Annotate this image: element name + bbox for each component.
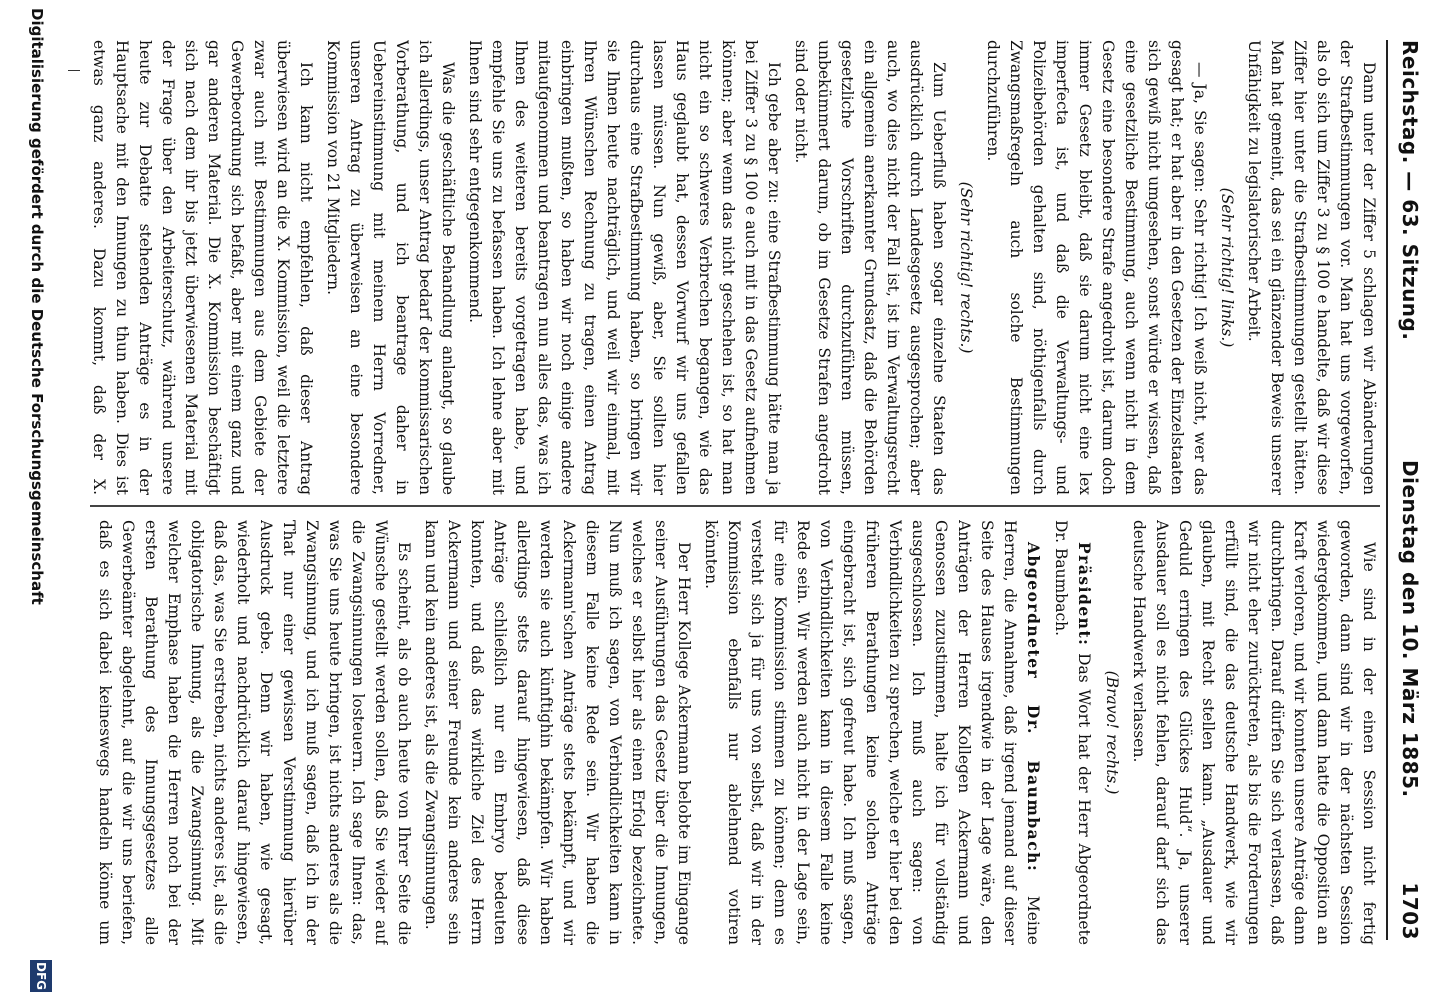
interjection	[1100, 520, 1123, 945]
paragraph-text: (Sehr richtig! rechts.)	[957, 181, 975, 354]
digitization-note: Digitalisierung gefördert durch die Deutsche Forschungsgemeinschaft	[28, 8, 46, 605]
page-header	[1392, 40, 1422, 940]
paragraph	[789, 40, 950, 495]
paragraph-text: — Ja, Sie sagen: Sehr richtig! Ich weiß nicht, wer das gesagt hat; er hat aber in den Gesetzen der Einzelstaaten sich gewiß nicht umgesehen, sonst würde er wissen, daß eine gesetzliche Bestimmung, auch wenn nicht in dem Gesetz eine besondere Strafe angedroht ist, darum doch immer Gesetz bleibt, daß sie darum nicht eine lex imperfecta ist, und daß die Verwaltungs- und Polizeibehörden gehalten sind, nöthigenfalls durch Zwangsmaßregeln auch solche Bestimmungen durchzuführen.	[984, 40, 1209, 495]
header-rule	[1386, 40, 1388, 940]
dfg-logo: DFG	[30, 960, 52, 992]
right-column	[90, 520, 1380, 945]
paragraph-text: Meine Herren, die Annahme, daß irgend jemand auf dieser Seite des Hauses irgendwie in der Lage wäre, den Anträgen der Herren Kollegen Ackermann und Genossen zuzustimmen, halte ich für vollständig ausgeschlossen. Ich muß auch sagen: von Verbindlichkeiten zu sprechen, welche er hier bei den früheren Berathungen keine solchen Anträge eingebracht ist, sich gefreut habe. Ich muß sagen, von Verbindlichkeiten kann in diesem Falle keine Rede sein. Wir werden auch nicht in der Lage sein, für eine Kommission stimmen zu können; denn es versteht sich ja für uns von selbst, daß wir in der Kommission ebenfalls nur ablehnend votiren könnten.	[702, 520, 1042, 945]
paragraph-text: Das Wort hat der Herr Abgeordnete Dr. Baumbach.	[1052, 520, 1093, 945]
paragraph	[699, 520, 1045, 945]
paragraph	[90, 40, 317, 495]
header-session: Reichstag. — 63. Sitzung.	[1398, 40, 1422, 341]
speaker-name: Präsident:	[1075, 542, 1094, 647]
paragraph-text: Was die geschäftliche Behandlung anlangt, so glaube ich allerdings, unser Antrag bedarf der kommissarischen Vorberathung, und ich beantrage daher in Uebereinstimmung mit meinem Herrn Vorredner, unseren Antrag zu überweisen an eine besondere Kommission von 21 Mitgliedern.	[324, 40, 457, 495]
paragraph	[1127, 520, 1380, 945]
paragraph	[1049, 520, 1096, 945]
scan-edge-mark	[68, 70, 80, 71]
paragraph-text: (Bravo! rechts.)	[1103, 670, 1121, 795]
paragraph	[321, 40, 459, 495]
paragraph-text: Dann unter der Ziffer 5 schlagen wir Abänderungen der Strafbestimmungen vor. Man hat uns vorgeworfen, als ob sich um Ziffer 3 zu § 100 e handelte, daß wir diese Ziffer hier unter die Strafbestimmungen gestellt hätten. Man hat gemeint, das sei ein glänzender Beweis unserer Unfähigkeit zu legislatorischer Arbeit.	[1245, 40, 1378, 495]
paragraph-text: Zum Ueberfluß haben sogar einzelne Staaten das ausdrücklich durch Landesgesetz ausgesprochen; aber auch, wo dies nicht der Fall ist, ist im Verwaltungsrecht ein allgemein anerkannter Grundsatz, daß die Behörden gesetzliche Vorschriften durchzuführen müssen, unbekümmert darum, ob im Gesetze Strafen angedroht sind oder nicht.	[792, 40, 948, 495]
page-number: 1703	[1398, 882, 1422, 940]
interjection	[954, 40, 977, 495]
paragraph	[419, 520, 695, 945]
paragraph	[1242, 40, 1380, 495]
paragraph-text: (Sehr richtig! links.)	[1218, 187, 1236, 348]
digitization-footer	[10, 2, 60, 998]
paragraph-text: Ich kann nicht empfehlen, daß dieser Antrag überwiesen wird an die X. Kommission, weil die letztere zwar auch mit Bestimmungen aus dem Gebiete der Gewerbeordnung sich befaßt, aber mit einem ganz und gar anderen Material. Die X. Kommission beschäftigt sich nach dem ihr bis jetzt überwiesenen Material mit der Frage über den Arbeiterschutz, während unsere heute zur Debatte stehenden Anträge es in der Hauptsache mit den Innungen zu thun haben. Dies ist etwas ganz anderes. Dazu kommt, daß der X.	[90, 40, 315, 495]
paragraph	[463, 40, 785, 495]
left-column	[90, 40, 1380, 495]
header-date: Dienstag den 10. März 1885.	[1398, 460, 1422, 798]
column-divider	[90, 505, 1380, 507]
paragraph-text: Der Herr Kollege Ackermann belobte im Eingange seiner Ausführungen das Gesetz über die Innungen, welches er selbst hier als einen Erfolg bezeichnete. Nun muß ich sagen, von Verbindlichkeiten kann in diesem Falle keine Rede sein. Wir haben die Ackermann'schen Anträge stets bekämpft, und wir werden sie auch künftighin bekämpfen. Wir haben allerdings stets darauf hingewiesen, daß diese Anträge schließlich nur ein Embryo bedeuten konnten, und daß das wirkliche Ziel des Herrn Ackermann und seiner Freunde kein anderes sein kann und kein anderes ist, als die Zwangsinnungen.	[422, 520, 693, 945]
paragraph-text: Wie sind in der einen Session nicht fertig geworden, dann sind wir in der nächsten Session wiedergekommen, und dann hatte die Opposition an Kraft verloren, und wir konnten unsere Anträge dann durchbringen. Darauf dürfen Sie sich verlassen, daß wir nicht eher zurücktreten, als bis die Forderungen erfüllt sind, die das deutsche Handwerk, wie wir glauben, mit Recht stellen kann. „Ausdauer und Geduld erringen des Glückes Huld“. Ja, unserer Ausdauer soll es nicht fehlen, darauf darf sich das deutsche Handwerk verlassen.	[1130, 520, 1378, 945]
paragraph-text: Ich gebe aber zu: eine Strafbestimmung hätte man ja bei Ziffer 3 zu § 100 e auch mit in das Gesetz aufnehmen können; aber wenn das nicht geschehen ist, so hat man nicht ein so schweres Verbrechen begangen, wie das Haus geglaubt hat, dessen Vorwurf wir uns gefallen lassen müssen. Nun gewiß, aber, Sie sollten hier durchaus eine Strafbestimmung haben, so bringen wir sie Ihnen heute nachträglich, und weil wir einmal, mit Ihren Wünschen Rechnung zu tragen, einen Antrag einbringen mußten, so haben wir noch einige andere mitaufgenommen und beantragen nun alles das, was ich Ihnen des weiteren bereits vorgetragen habe, und empfehle Sie uns zu befassen haben. Ich lehne aber mit Ihnen sind sehr entgegenkommend.	[466, 40, 783, 495]
paragraph-text: Es scheint, als ob auch heute von Ihrer Seite die Wünsche gestellt werden sollen, daß Sie wieder auf die Zwangsinnungen losteuern. Ich sage Ihnen: das, was Sie uns heute bringen, ist nichts anderes als die Zwangsinnung, und ich muß sagen, daß ich in der That nur einer gewissen Verstimmung hierüber Ausdruck gebe. Denn wir haben, wie gesagt, wiederholt und nachdrücklich darauf hingewiesen, daß das, was Sie erstreben, nichts anderes ist, als die obligatorische Innung, als die Zwangsinnung. Mit welcher Emphase haben die Herren noch bei der ersten Berathung des Innungsgesetzes alle Gewerbeämter abgelehnt, auf die wir uns beriefen, daß es sich dabei keineswegs handeln könne um	[96, 520, 413, 945]
speaker-name: Abgeordneter Dr. Baumbach:	[1024, 542, 1043, 873]
interjection	[1215, 40, 1238, 495]
paragraph	[981, 40, 1211, 495]
paragraph	[90, 520, 415, 945]
